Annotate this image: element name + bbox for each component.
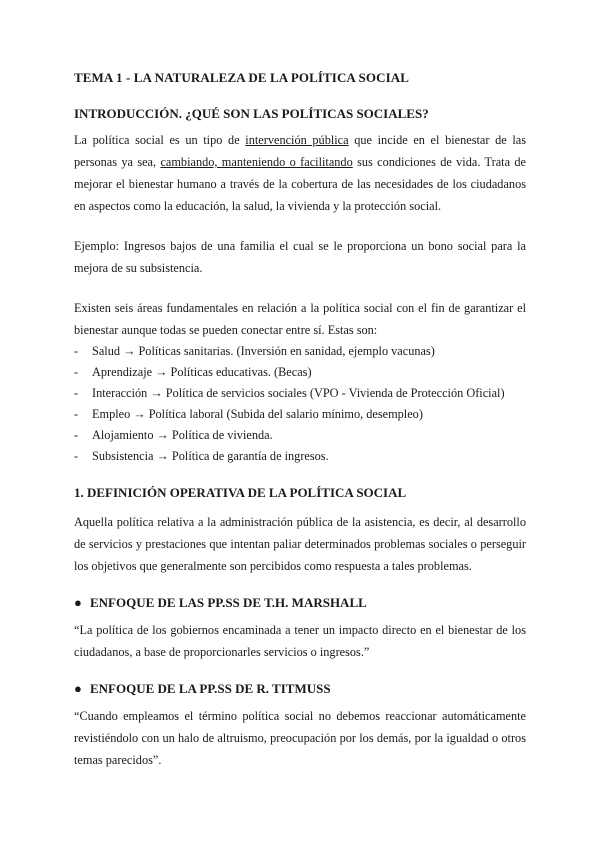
dash-marker: - — [74, 428, 79, 442]
list-item — [74, 425, 526, 446]
areas-intro-paragraph: Existen seis áreas fundamentales en relación a la política social con el fin de garantizar el bienestar aunque todas se pueden conectar entre sí. Estas son: — [74, 301, 526, 337]
titmuss-heading-text: ENFOQUE DE LA PP.SS DE R. TITMUSS — [90, 681, 331, 696]
titmuss-heading — [74, 681, 526, 697]
dash-marker: - — [74, 449, 79, 463]
dash-marker: - — [74, 386, 79, 400]
intro-paragraph — [74, 129, 526, 217]
list-item — [74, 341, 526, 362]
list-item — [74, 383, 526, 404]
document-title: TEMA 1 - LA NATURALEZA DE LA POLÍTICA SOCIAL — [74, 70, 410, 85]
list-item-text: Empleo → Política laboral (Subida del salario mínimo, desempleo) — [92, 407, 423, 421]
list-item — [74, 404, 526, 425]
intro-underline-2: cambiando, manteniendo o facilitando — [160, 155, 353, 169]
intro-underline-1: intervención pública — [245, 133, 349, 147]
intro-heading: INTRODUCCIÓN. ¿QUÉ SON LAS POLÍTICAS SOCIALES? — [74, 106, 429, 121]
list-item-text: Interacción → Política de servicios sociales (VPO - Vivienda de Protección Oficial) — [92, 386, 505, 400]
intro-text-1: La política social es un tipo de — [74, 133, 246, 147]
section-1-heading: 1. DEFINICIÓN OPERATIVA DE LA POLÍTICA SOCIAL — [74, 485, 407, 500]
example-paragraph: Ejemplo: Ingresos bajos de una familia el cual se le proporciona un bono social para la mejora de su subsistencia. — [74, 239, 526, 275]
section-1-paragraph: Aquella política relativa a la administración pública de la asistencia, es decir, al desarrollo de servicios y prestaciones que intentan paliar determinados problemas sociales o perseguir los objetivos que generalmente son percibidos como respuesta a tales problemas. — [74, 515, 526, 573]
titmuss-quote: “Cuando empleamos el término política social no debemos reaccionar automáticamente revistiéndolo con un halo de altruismo, preocupación por los demás, por la igualdad o otros temas parecidos”. — [74, 709, 526, 767]
marshall-heading-text: ENFOQUE DE LAS PP.SS DE T.H. MARSHALL — [90, 595, 367, 610]
marshall-quote: “La política de los gobiernos encaminada a tener un impacto directo en el bienestar de los ciudadanos, a base de proporcionarles servicios o ingresos.” — [74, 623, 526, 659]
list-item-text: Aprendizaje → Políticas educativas. (Becas) — [92, 365, 312, 379]
list-item — [74, 362, 526, 383]
marshall-heading — [74, 595, 526, 611]
dash-marker: - — [74, 407, 79, 421]
dash-marker: - — [74, 344, 79, 358]
list-item-text: Salud → Políticas sanitarias. (Inversión en sanidad, ejemplo vacunas) — [92, 344, 435, 358]
bullet-icon: ● — [74, 595, 82, 610]
document-body — [74, 70, 526, 771]
areas-list — [74, 341, 526, 467]
list-item-text: Alojamiento → Política de vivienda. — [92, 428, 273, 442]
intro-text-3: sus condiciones de vida. Trata de mejorar el bienestar humano a través de la cobertura de las necesidades de los ciudadanos en aspectos como la educación, la salud, la vivienda y la protección social. — [74, 155, 526, 213]
list-item — [74, 446, 526, 467]
bullet-icon: ● — [74, 681, 82, 696]
dash-marker: - — [74, 365, 79, 379]
intro-text-2: que incide en el bienestar de las personas ya sea, — [74, 133, 527, 169]
list-item-text: Subsistencia → Política de garantía de ingresos. — [92, 449, 329, 463]
